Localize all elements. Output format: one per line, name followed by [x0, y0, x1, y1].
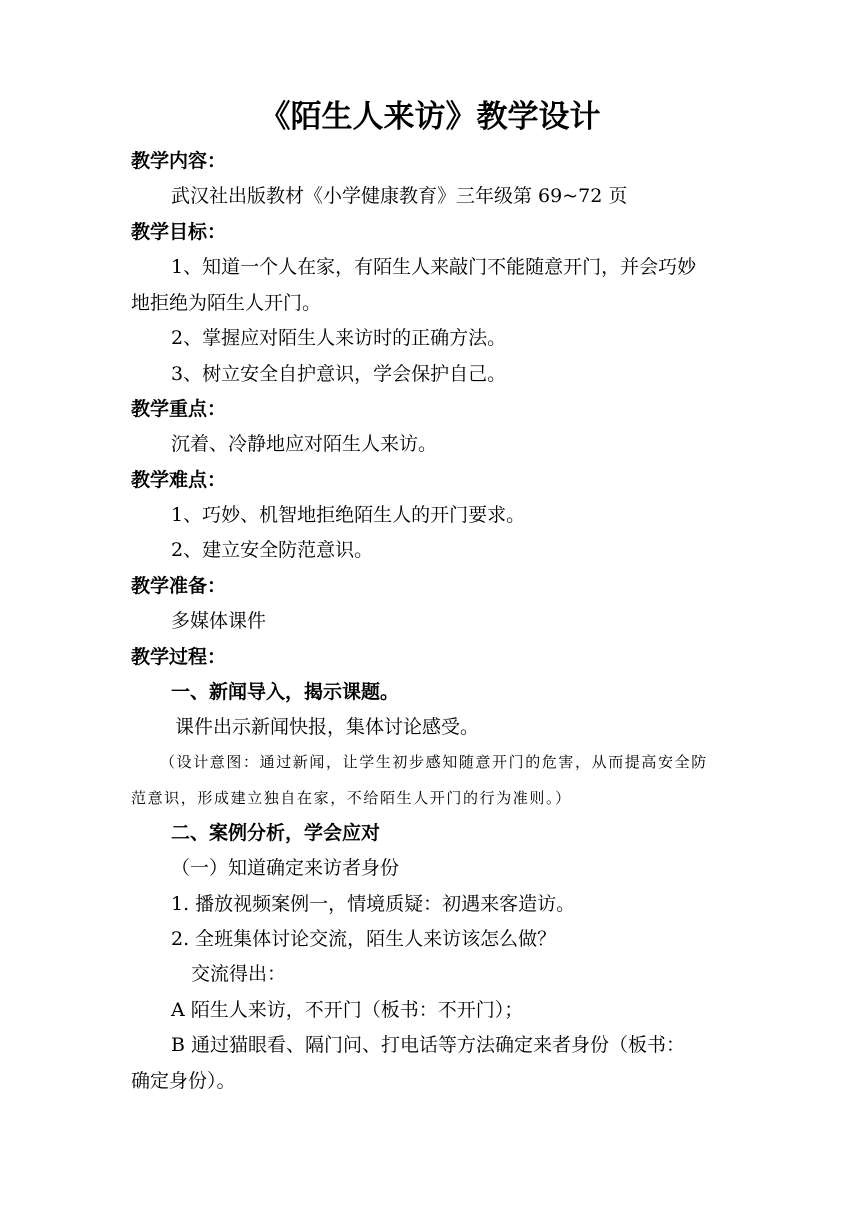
step2-a: A 陌生人来访，不开门（板书：不开门）；: [171, 999, 524, 1021]
goal-2: 2、掌握应对陌生人来访时的正确方法。: [171, 327, 507, 349]
step2-item1: 1. 播放视频案例一，情境质疑：初遇来客造访。: [171, 893, 576, 915]
goal-1-line2: 地拒绝为陌生人开门。: [131, 292, 322, 314]
key-heading: 教学重点：: [131, 398, 227, 420]
process-heading: 教学过程：: [131, 646, 227, 668]
difficulty-2: 2、建立安全防范意识。: [171, 539, 374, 561]
goals-heading: 教学目标：: [131, 221, 227, 243]
difficulty-1: 1、巧妙、机智地拒绝陌生人的开门要求。: [171, 504, 526, 526]
goal-3: 3、树立安全自护意识，学会保护自己。: [171, 363, 507, 385]
key-text: 沉着、冷静地应对陌生人来访。: [171, 433, 438, 455]
goal-1-line1: 1、知道一个人在家，有陌生人来敲门不能随意开门，并会巧妙: [171, 256, 697, 278]
content-heading: 教学内容：: [131, 150, 227, 172]
difficulty-heading: 教学难点：: [131, 469, 227, 491]
step2-b-line1: B 通过猫眼看、隔门问、打电话等方法确定来者身份（板书：: [171, 1034, 686, 1056]
step2-b-line2: 确定身份）。: [131, 1070, 236, 1092]
step1-note-line1: （设计意图：通过新闻，让学生初步感知随意开门的危害，从而提高安全防: [160, 753, 708, 771]
prep-text: 多媒体课件: [171, 610, 267, 632]
step2-conclusion: 交流得出：: [191, 963, 287, 985]
step2-sub1: （一）知道确定来访者身份: [171, 857, 400, 879]
step2-item2: 2. 全班集体讨论交流，陌生人来访该怎么做？: [171, 928, 557, 950]
document-title: 《陌生人来访》教学设计: [259, 99, 601, 135]
prep-heading: 教学准备：: [131, 575, 227, 597]
step1-text: 课件出示新闻快报，集体讨论感受。: [175, 716, 480, 738]
step1-note-line2: 范意识，形成建立独自在家，不给陌生人开门的行为准则。）: [131, 789, 572, 807]
step2-heading: 二、案例分析，学会应对: [171, 822, 381, 844]
content-text: 武汉社出版教材《小学健康教育》三年级第 69~72 页: [171, 185, 628, 207]
step1-heading: 一、新闻导入，揭示课题。: [171, 681, 400, 703]
